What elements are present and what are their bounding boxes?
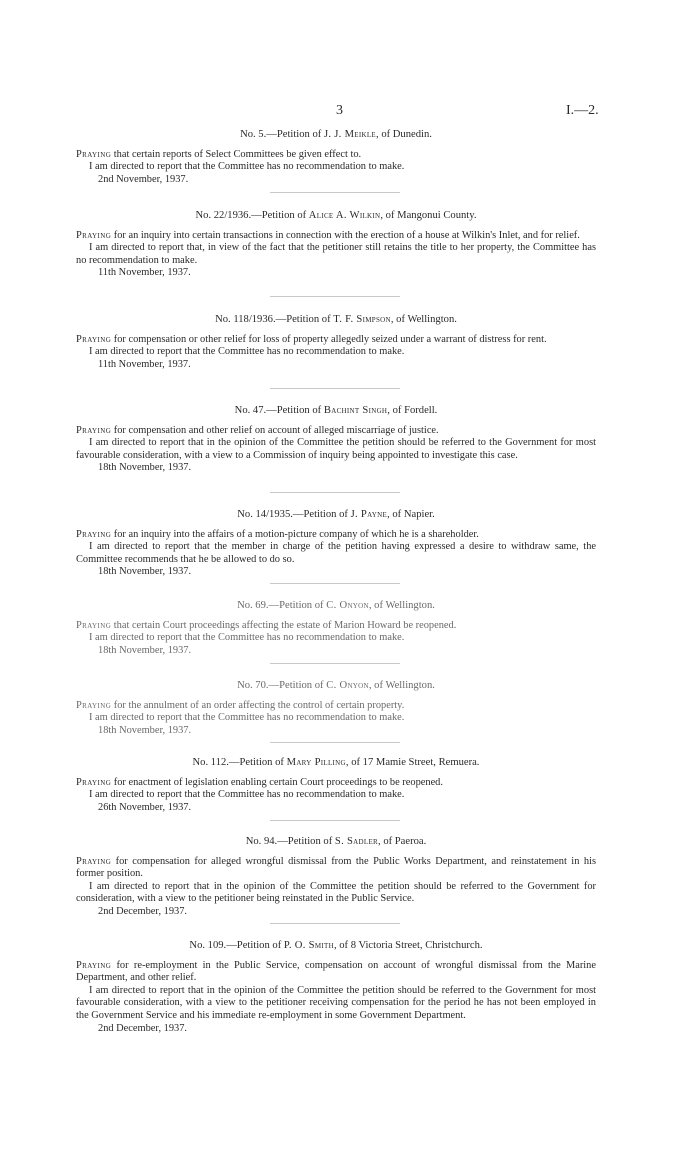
petition-title: No. 94.—Petition of S. Sadler, of Paeroa. (245, 836, 427, 847)
petitioner-name: J. Payne (350, 509, 388, 520)
petitioner-name: Mary Pilling (286, 757, 346, 768)
section-divider (270, 388, 400, 389)
section-divider (270, 492, 400, 493)
petition-entry (76, 210, 596, 280)
section-divider (270, 663, 400, 664)
section-divider (270, 583, 400, 584)
petition-date: 2nd November, 1937. (98, 173, 189, 185)
petition-date: 18th November, 1937. (98, 566, 192, 578)
petition-entry (76, 680, 596, 737)
petition-title: No. 22/1936.—Petition of Alice A. Wilkin, of Mangonui County. (195, 210, 477, 221)
praying-paragraph: Praying that certain reports of Select Committees be given effect to. (76, 148, 362, 160)
report-paragraph: I am directed to report that the member in charge of the petition having expressed a desire to withdraw same, the Committee recommends that he be allowed to do so. (76, 541, 596, 565)
petition-entry (76, 314, 596, 371)
praying-paragraph: Praying that certain Court proceedings affecting the estate of Marion Howard be reopened. (76, 619, 457, 631)
petitioner-name: T. F. Simpson (333, 314, 391, 325)
petition-entry (76, 600, 596, 657)
petition-date: 26th November, 1937. (98, 801, 192, 813)
page-number: 3 (336, 103, 343, 118)
section-divider (270, 820, 400, 821)
report-paragraph: I am directed to report that the Committee has no recommendation to make. (89, 632, 405, 644)
petition-entry (76, 509, 596, 579)
report-paragraph: I am directed to report that in the opinion of the Committee the petition should be referred to the Government for consideration, with a view to the petitioner being reinstated in the Public Service. (76, 880, 596, 905)
report-paragraph: I am directed to report that the Committee has no recommendation to make. (89, 712, 405, 724)
document-reference: I.—2. (566, 103, 599, 118)
petitioner-name: Bachint Singh (323, 405, 388, 416)
praying-paragraph: Praying for compensation and other relief on account of alleged miscarriage of justice. (76, 424, 439, 436)
petition-title: No. 118/1936.—Petition of T. F. Simpson, of Wellington. (215, 314, 457, 325)
report-paragraph: I am directed to report that in the opinion of the Committee the petition should be referred to the Government for most favourable consideration, with a view to a Commission of inquiry being appointed to investigate this case. (76, 437, 596, 461)
section-divider (270, 923, 400, 924)
report-paragraph: I am directed to report that, in view of the fact that the petitioner still retains the title to her property, the Committee has no recommendation to make. (76, 242, 596, 266)
petitioner-name: C. Onyon (326, 600, 369, 611)
report-paragraph: I am directed to report that the Committee has no recommendation to make. (89, 346, 405, 358)
report-paragraph: I am directed to report that in the opinion of the Committee the petition should be referred to the Government for most favourable consideration, with a view to the petitioner receiving compensation for the period he has not been employed in the Government Service and his immediate re-employment in some Government Department. (76, 984, 596, 1021)
petition-date: 2nd December, 1937. (98, 905, 188, 917)
section-divider (270, 296, 400, 297)
petition-date: 11th November, 1937. (98, 267, 191, 279)
petitioner-name: J. J. Meikle (323, 129, 377, 140)
praying-paragraph: Praying for re-employment in the Public Service, compensation on account of wrongful dismissal from the Marine Department, and other relief. (76, 959, 596, 984)
petition-entry (76, 757, 596, 814)
petition-title: No. 112.—Petition of Mary Pilling, of 17 Mamie Street, Remuera. (192, 757, 480, 768)
petition-title: No. 69.—Petition of C. Onyon, of Wellington. (237, 600, 435, 611)
petition-title: No. 14/1935.—Petition of J. Payne, of Napier. (237, 509, 435, 520)
petition-title: No. 47.—Petition of Bachint Singh, of Fordell. (234, 405, 438, 416)
petition-date: 11th November, 1937. (98, 358, 191, 370)
section-divider (270, 742, 400, 743)
petition-entry (76, 129, 596, 186)
petition-date: 2nd December, 1937. (98, 1022, 188, 1034)
praying-paragraph: Praying for an inquiry into certain transactions in connection with the erection of a house at Wilkin's Inlet, and for relief. (76, 229, 580, 241)
petition-date: 18th November, 1937. (98, 724, 192, 736)
report-paragraph: I am directed to report that the Committee has no recommendation to make. (89, 161, 405, 173)
petition-date: 18th November, 1937. (98, 462, 192, 474)
petitioner-name: P. O. Smith (283, 940, 334, 951)
petition-entry (76, 836, 596, 919)
report-paragraph: I am directed to report that the Committee has no recommendation to make. (89, 789, 405, 801)
petition-entry (76, 405, 596, 475)
praying-paragraph: Praying for an inquiry into the affairs of a motion-picture company of which he is a shareholder. (76, 528, 479, 540)
praying-paragraph: Praying for enactment of legislation enabling certain Court proceedings to be reopened. (76, 776, 443, 788)
petition-date: 18th November, 1937. (98, 644, 192, 656)
petition-entry (76, 940, 596, 1035)
petition-title: No. 109.—Petition of P. O. Smith, of 8 Victoria Street, Christchurch. (189, 940, 483, 951)
petitioner-name: C. Onyon (326, 680, 369, 691)
praying-paragraph: Praying for compensation for alleged wrongful dismissal from the Public Works Department, and reinstatement in his former position. (76, 855, 596, 880)
praying-paragraph: Praying for compensation or other relief for loss of property allegedly seized under a warrant of distress for rent. (76, 333, 547, 345)
petition-title: No. 70.—Petition of C. Onyon, of Wellington. (237, 680, 435, 691)
petitioner-name: S. Sadler (334, 836, 379, 847)
section-divider (270, 192, 400, 193)
praying-paragraph: Praying for the annulment of an order affecting the control of certain property. (76, 699, 405, 711)
petition-title: No. 5.—Petition of J. J. Meikle, of Dunedin. (240, 129, 432, 140)
petitioner-name: Alice A. Wilkin (308, 210, 381, 221)
